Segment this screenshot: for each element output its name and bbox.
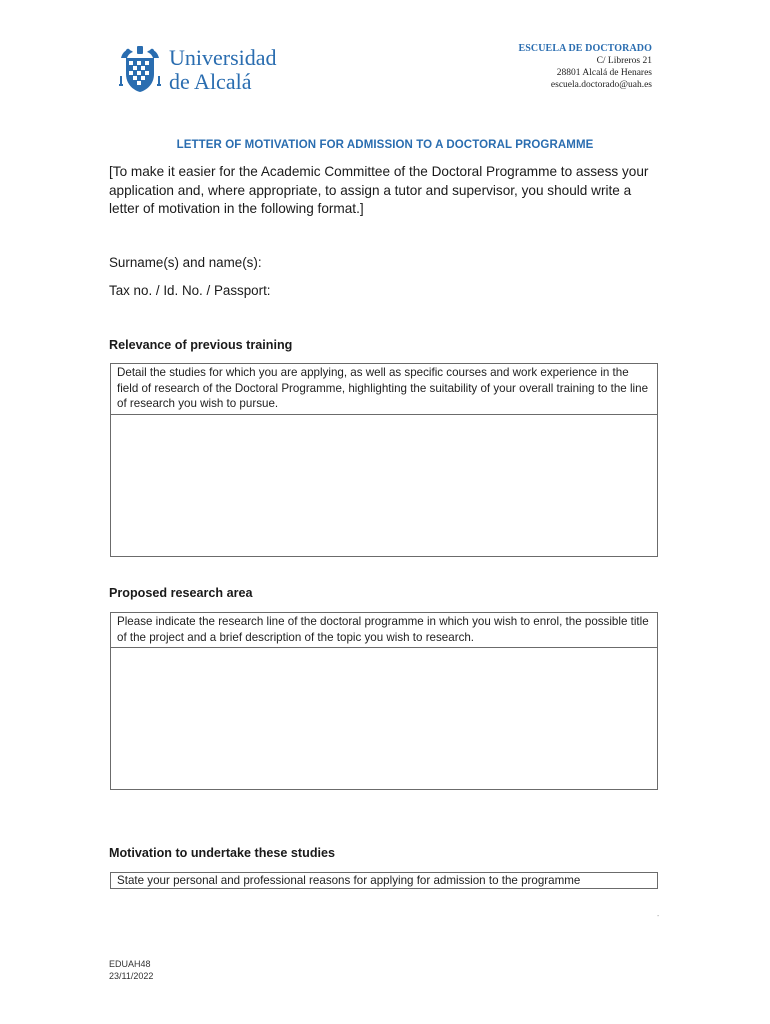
university-logo — [117, 44, 287, 94]
document-title: LETTER OF MOTIVATION FOR ADMISSION TO A DOCTORAL PROGRAMME — [176, 139, 594, 151]
page-mark: - — [657, 913, 660, 920]
training-instructions: Detail the studies for which you are applying, as well as specific courses and work experience in the field of research of the Doctoral Programme, highlighting the suitability of your overall training to the line of research you wish to pursue. — [111, 364, 657, 415]
document-code: EDUAH48 — [109, 959, 151, 969]
document-footer — [109, 958, 153, 982]
document-date: 23/11/2022 — [109, 971, 154, 981]
school-address-block — [518, 43, 652, 91]
research-instructions: Please indicate the research line of the doctoral programme in which you wish to enrol, the possible title of the project and a brief description of the topic you wish to research. — [111, 613, 657, 648]
logo-text-line1: Universidad — [169, 45, 277, 70]
logo-text-line2: de Alcalá — [169, 69, 252, 94]
school-email: escuela.doctorado@uah.es — [550, 80, 652, 90]
motivation-section-heading: Motivation to undertake these studies — [109, 846, 336, 860]
address-city: 28801 Alcalá de Henares — [556, 68, 652, 78]
motivation-section-box — [110, 872, 658, 889]
training-section-box — [110, 363, 658, 557]
surname-field-label: Surname(s) and name(s): — [109, 255, 262, 270]
training-answer-area[interactable] — [111, 415, 657, 561]
university-crest-icon — [117, 44, 163, 94]
address-street: C/ Libreros 21 — [596, 56, 652, 66]
motivation-instructions: State your personal and professional reasons for applying for admission to the programme — [117, 874, 581, 887]
training-section-heading: Relevance of previous training — [109, 338, 293, 352]
research-answer-area[interactable] — [111, 648, 657, 793]
intro-paragraph: [To make it easier for the Academic Committee of the Doctoral Programme to assess your application and, where appropriate, to assign a tutor and supervisor, you should write a letter of motivation in the following format.] — [109, 164, 649, 216]
tax-id-field-label: Tax no. / Id. No. / Passport: — [109, 283, 271, 298]
research-section-heading: Proposed research area — [109, 586, 253, 600]
school-name: ESCUELA DE DOCTORADO — [518, 43, 652, 54]
research-section-box — [110, 612, 658, 790]
